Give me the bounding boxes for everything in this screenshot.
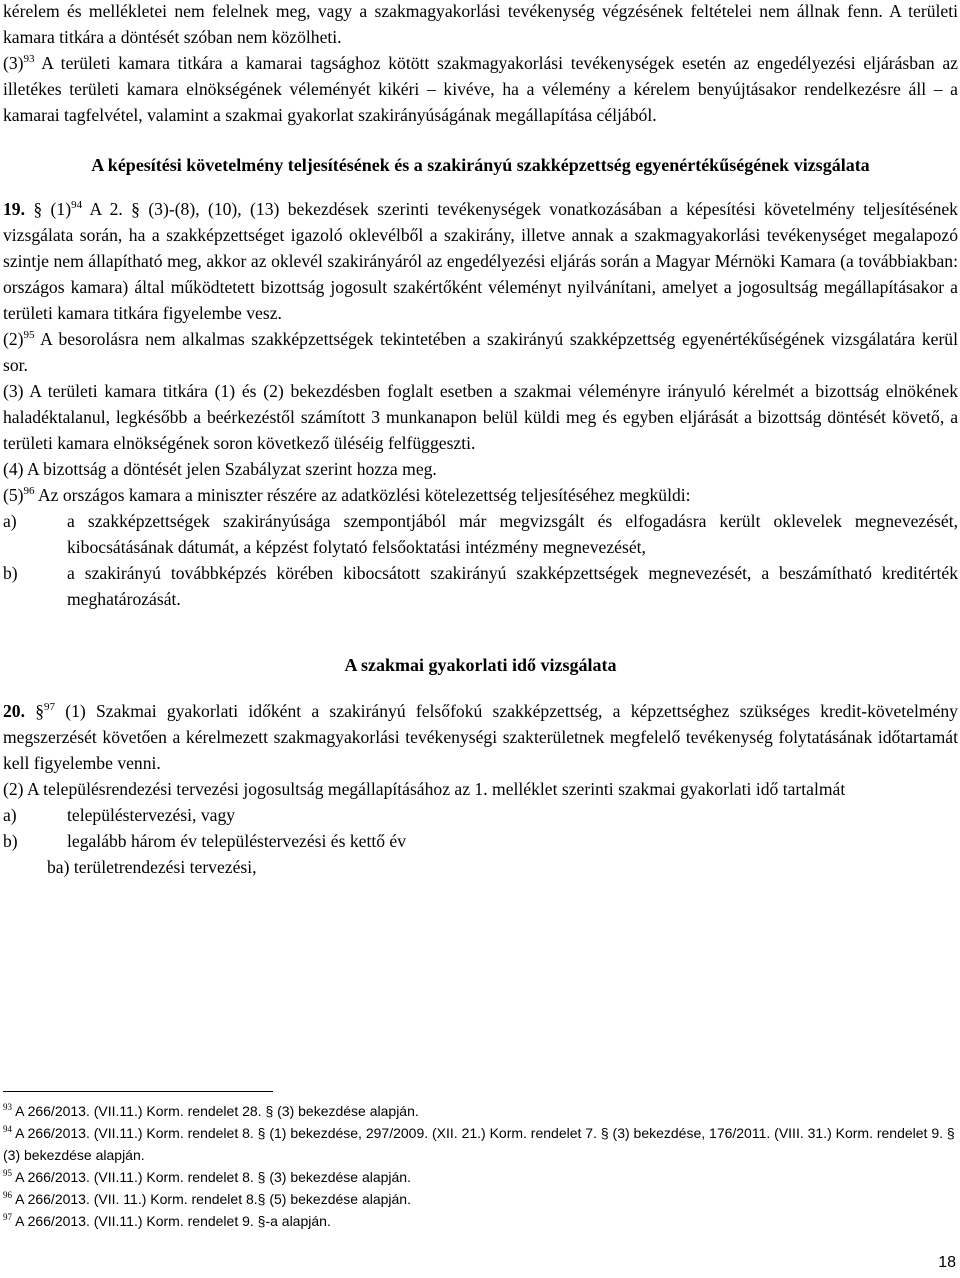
footnote bbox=[3, 1122, 958, 1166]
section-heading-practice-time: A szakmai gyakorlati idő vizsgálata bbox=[344, 655, 617, 675]
paragraph-number: (3) bbox=[3, 53, 24, 73]
section-19-paragraph-2 bbox=[3, 326, 958, 378]
list-item bbox=[3, 560, 958, 612]
list-item-text: településtervezési, vagy bbox=[67, 805, 236, 825]
section-heading-qualification: A képesítési követelmény teljesítésének és a szakirányú szakképzettség egyenértékűségének vizsgálata bbox=[91, 155, 870, 175]
section-sign-icon: § bbox=[35, 701, 45, 721]
list-marker: a) bbox=[3, 511, 17, 531]
sub-list-item: ba) területrendezési tervezési, bbox=[47, 857, 257, 877]
list-item bbox=[3, 828, 958, 854]
list-item bbox=[3, 802, 958, 828]
footnotes bbox=[3, 1100, 958, 1232]
footnote-ref[interactable]: 95 bbox=[23, 329, 35, 341]
paragraph-number: (5) bbox=[3, 485, 24, 505]
footnote-number: 95 bbox=[3, 1168, 12, 1178]
list-marker: b) bbox=[3, 563, 18, 583]
footnote bbox=[3, 1100, 958, 1122]
footnote-text: A 266/2013. (VII.11.) Korm. rendelet 8. § (1) bekezdése, 297/2009. (XII. 21.) Korm. rendelet 7. § (3) bekezdése, 176/2011. (VIII. 31.) Korm. rendelet 9. § (3) bekezdése alapján. bbox=[3, 1125, 955, 1163]
section-20-paragraph-1 bbox=[3, 698, 958, 776]
footnote-text: A 266/2013. (VII. 11.) Korm. rendelet 8.§ (5) bekezdése alapján. bbox=[12, 1191, 411, 1207]
footnote-number: 93 bbox=[3, 1102, 12, 1112]
list-item bbox=[3, 508, 958, 560]
list-item-text: legalább három év településtervezési és kettő év bbox=[67, 831, 407, 851]
footnote-number: 97 bbox=[3, 1212, 12, 1222]
paragraph-text: A besorolásra nem alkalmas szakképzettségek tekintetében a szakirányú szakképzettség egyenértékűségének vizsgálatára kerül sor. bbox=[3, 329, 958, 375]
footnote-ref[interactable]: 97 bbox=[44, 701, 56, 713]
footnote bbox=[3, 1210, 958, 1232]
document-page bbox=[3, 0, 958, 880]
section-20-paragraph-2: (2) A településrendezési tervezési jogosultság megállapításához az 1. melléklet szerinti szakmai gyakorlati idő tartalmát bbox=[3, 779, 846, 799]
paragraph-text: (1) Szakmai gyakorlati időként a szakirányú felsőfokú szakképzettség, a képzettséghez szükséges kredit-követelmény megszerzését követően a kérelmezett szakmagyakorlási tevékenységi szakterületnek megfelelő tevékenység folytatásának időtartamát kell figyelembe venni. bbox=[3, 701, 958, 773]
paragraph-number: (1) bbox=[42, 199, 72, 219]
section-number: 19. bbox=[3, 199, 25, 219]
section-19-paragraph-4: (4) A bizottság a döntését jelen Szabályzat szerint hozza meg. bbox=[3, 459, 437, 479]
section-sign-icon: § bbox=[33, 199, 43, 219]
section-19-paragraph-1 bbox=[3, 196, 958, 326]
list-marker: a) bbox=[3, 805, 17, 825]
footnote bbox=[3, 1188, 958, 1210]
paragraph-text: A területi kamara titkára a kamarai tagsághoz kötött szakmagyakorlási tevékenységek esetén az engedélyezési eljárásban az illetékes területi kamara elnökségének véleményét kikéri – kivéve, ha a vélemény a kérelem benyújtásakor rendelkezésre áll – a kamarai tagfelvétel, valamint a szakmai gyakorlat szakirányúságának megállapítása céljából. bbox=[3, 53, 958, 125]
paragraph-3 bbox=[3, 50, 958, 128]
section-20-list bbox=[3, 802, 958, 880]
footnote-ref[interactable]: 93 bbox=[23, 53, 35, 65]
footnote-text: A 266/2013. (VII.11.) Korm. rendelet 9. §-a alapján. bbox=[12, 1213, 331, 1229]
section-19-list bbox=[3, 508, 958, 612]
footnote-text: A 266/2013. (VII.11.) Korm. rendelet 28. § (3) bekezdése alapján. bbox=[12, 1103, 419, 1119]
list-marker: b) bbox=[3, 831, 18, 851]
paragraph-text: A 2. § (3)-(8), (10), (13) bekezdések szerinti tevékenységek vonatkozásában a képesítési követelmény teljesítésének vizsgálata során, ha a szakképzettséget igazoló oklevélből a szakirány, illetve annak a szakmagyakorlási tevékenységet megalapozó szintje nem állapítható meg, akkor az oklevél szakirányáról az engedélyezési eljárás során a Magyar Mérnöki Kamara (a továbbiakban: országos kamara) által működtetett bizottság jogosult szakértőként véleményt nyilvánítani, amelyet a jogosultság megállapításakor a területi kamara titkára figyelembe vesz. bbox=[3, 199, 958, 323]
continuation-paragraph: kérelem és mellékletei nem felelnek meg, vagy a szakmagyakorlási tevékenység végzésének feltételei nem állnak fenn. A területi kamara titkára a döntését szóban nem közölheti. bbox=[3, 1, 958, 47]
footnote-ref[interactable]: 96 bbox=[23, 485, 35, 497]
footnote-number: 96 bbox=[3, 1190, 12, 1200]
footnote-text: A 266/2013. (VII.11.) Korm. rendelet 8. § (3) bekezdése alapján. bbox=[12, 1169, 411, 1185]
list-item-text: a szakképzettségek szakirányúsága szempontjából már megvizsgált és elfogadásra került oklevelek megnevezését, kibocsátásának dátumát, a képzést folytató felsőoktatási intézmény megnevezését, bbox=[67, 511, 958, 557]
footnote-ref[interactable]: 94 bbox=[71, 199, 83, 211]
paragraph-text: Az országos kamara a miniszter részére az adatközlési kötelezettség teljesítéséhez megküldi: bbox=[34, 485, 691, 505]
section-19-paragraph-3: (3) A területi kamara titkára (1) és (2) bekezdésben foglalt esetben a szakmai véleményre irányuló kérelmét a bizottság elnökének haladéktalanul, legkésőbb a beérkezéstől számított 3 munkanapon belül küldi meg és egyben eljárását a bizottság döntését követő, a területi kamara elnökségének soron következő üléséig felfüggeszti. bbox=[3, 381, 958, 453]
page-number: 18 bbox=[938, 1254, 956, 1271]
footnote-number: 94 bbox=[3, 1124, 12, 1134]
section-19-paragraph-5 bbox=[3, 482, 958, 508]
paragraph-number: (2) bbox=[3, 329, 24, 349]
footnote-separator bbox=[3, 1091, 273, 1092]
section-number: 20. bbox=[3, 701, 25, 721]
list-item-text: a szakirányú továbbképzés körében kibocsátott szakirányú szakképzettségek megnevezését, a beszámítható kreditérték meghatározását. bbox=[67, 563, 958, 609]
footnote bbox=[3, 1166, 958, 1188]
